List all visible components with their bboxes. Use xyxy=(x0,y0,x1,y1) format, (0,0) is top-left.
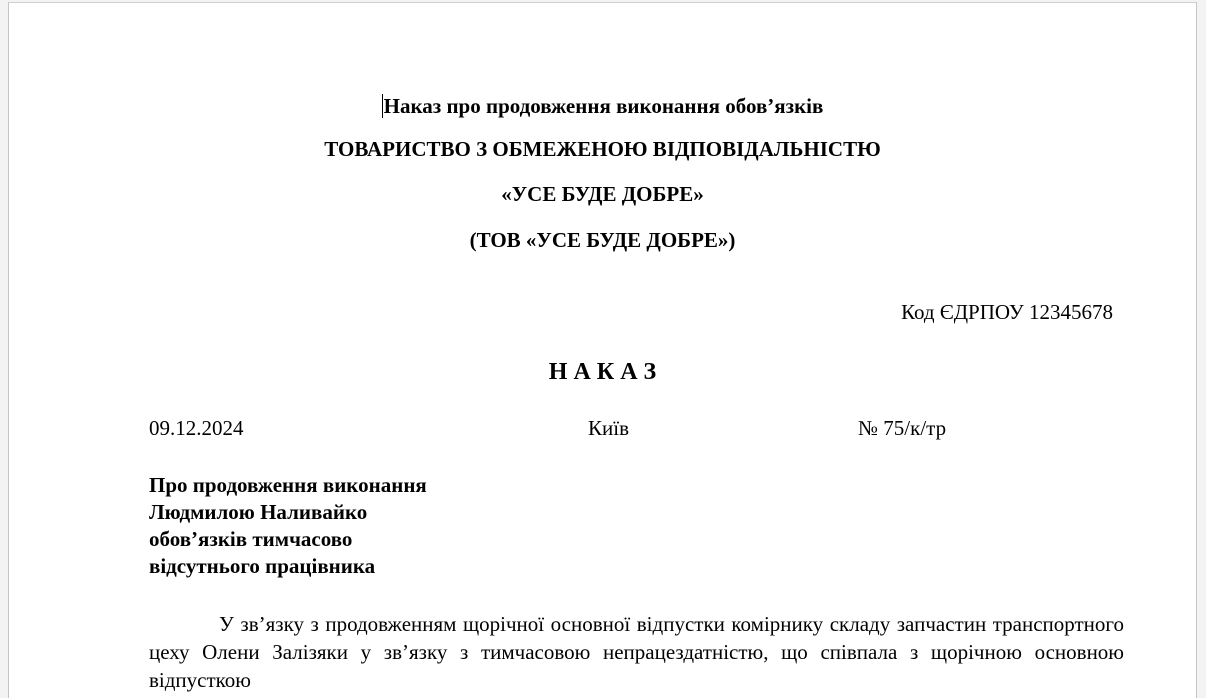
order-date: 09.12.2024 xyxy=(149,416,244,440)
subject-line: Про продовження виконання xyxy=(149,473,427,497)
document-title: Наказ про продовження виконання обов’язків xyxy=(383,94,824,118)
document-title-line xyxy=(9,94,1196,118)
text-cursor xyxy=(382,94,383,118)
subject-line: відсутнього працівника xyxy=(149,554,376,578)
subject-line: Людмилою Наливайко xyxy=(149,500,368,524)
subject-line: обов’язків тимчасово xyxy=(149,527,353,551)
order-city: Київ xyxy=(588,416,629,440)
order-number: № 75/к/тр xyxy=(858,416,947,440)
order-subject xyxy=(149,472,427,580)
order-heading: Н А К А З xyxy=(548,359,657,385)
company-name-line2: «УСЕ БУДЕ ДОБРЕ» xyxy=(501,182,704,206)
document-page[interactable] xyxy=(8,2,1197,698)
company-name-line1: ТОВАРИСТВО З ОБМЕЖЕНОЮ ВІДПОВІДАЛЬНІСТЮ xyxy=(324,137,881,161)
body-paragraph: У зв’язку з продовженням щорічної основної відпустки комірнику складу запчастин транспортного цеху Олени Залізяки у зв’язку з тимчасовою непрацездатністю, що співпала з щорічною основною відпусткою xyxy=(149,612,1124,692)
edrpou-code: Код ЄДРПОУ 12345678 xyxy=(901,300,1113,324)
company-short-name: (ТОВ «УСЕ БУДЕ ДОБРЕ») xyxy=(469,228,736,252)
